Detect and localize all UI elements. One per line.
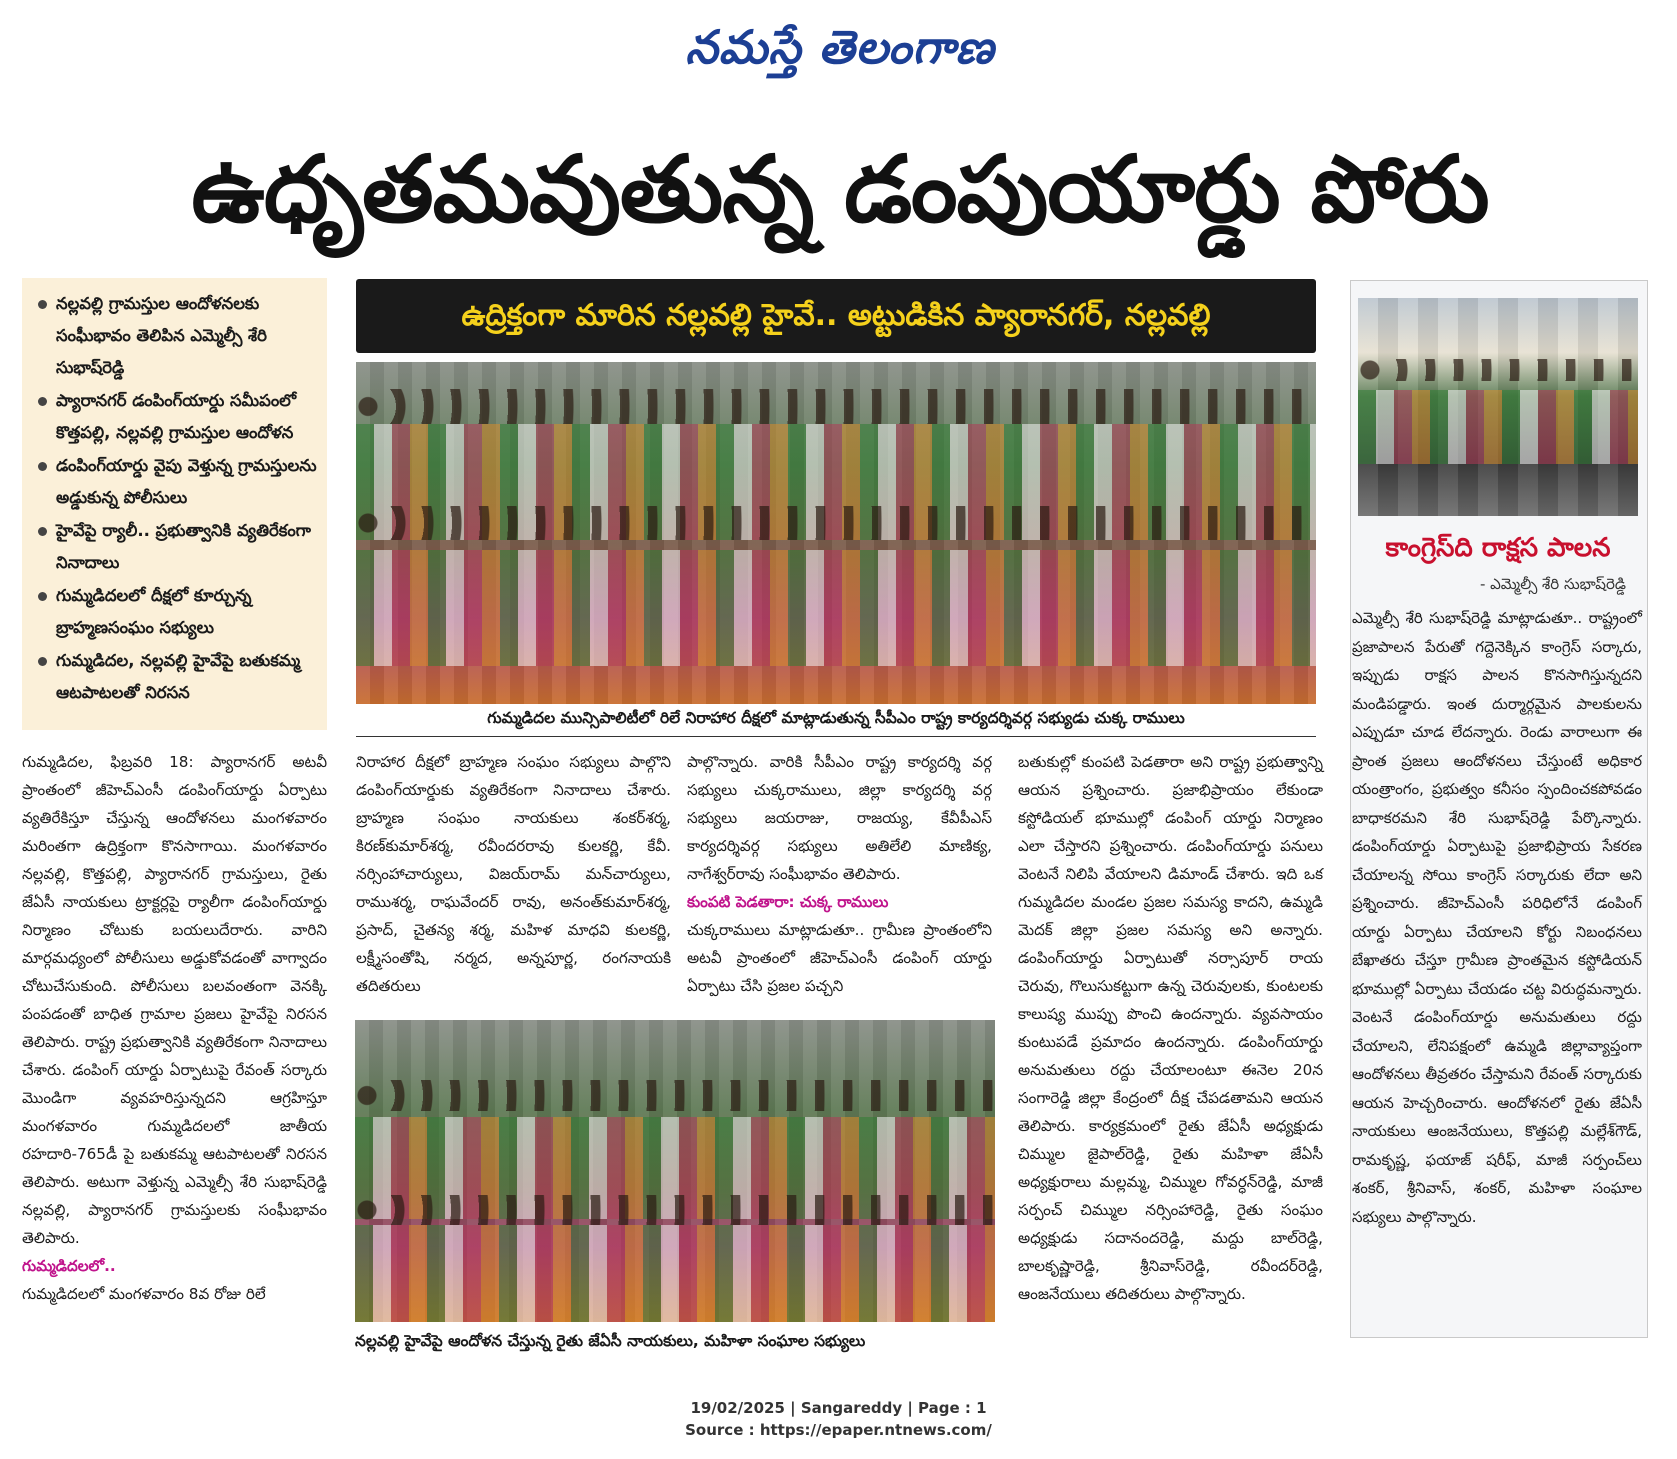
article-subheading: గుమ్మడిదలలో..: [22, 1257, 116, 1275]
protest-photo-main: [356, 362, 1316, 704]
article-paragraph: గుమ్మడిదల, ఫిబ్రవరి 18: ప్యారానగర్ అటవీ ప్రాంతంలో జీహెచ్‌ఎంసీ డంపింగ్‌యార్డు ఏర్పాటు వ్యతిరేకిస్తూ చేస్తున్న ఆందోళనలు మంగళవారం మరింతగా ఉద్రిక్తంగా కొనసాగాయి. మంగళవారం నల్లవల్లి, కొత్తపల్లి, ప్యారానగర్ గ్రామస్తులు, రైతు జేఏసీ నాయకులు ట్రాక్టర్లపై ర్యాలీగా డంపింగ్‌యార్డు నిర్మాణం చోటుకు బయలుదేరారు. వారిని మార్గమధ్యంలో పోలీసులు అడ్డుకోవడంతో వాగ్వాదం చోటుచేసుకుంది. పోలీసులు బలవంతంగా వెనక్కి పంపడంతో బాధిత గ్రామాల ప్రజలు హైవేపై నిరసన తెలిపారు. రాష్ట్ర ప్రభుత్వానికి వ్యతిరేకంగా నినాదాలు చేశారు. డంపింగ్ యార్డు ఏర్పాటుపై రేవంత్ సర్కారు మొండిగా వ్యవహరిస్తున్నదని ఆగ్రహిస్తూ మంగళవారం గుమ్మడిదలలో జాతీయ రహదారి-765డీ పై బతుకమ్మ ఆటపాటలతో నిరసన తెలిపారు. అటుగా వెళ్తున్న ఎమ్మెల్సీ శేరి సుభాష్‌రెడ్డి నల్లవల్లి, ప్యారానగర్ గ్రామస్తులకు సంఘీభావం తెలిపారు.: [22, 753, 327, 1247]
highlight-item: ప్యారానగర్ డంపింగ్‌యార్డు సమీపంలో కొత్తపల్లి, నల్లవల్లి గ్రామస్తుల ఆందోళన: [32, 385, 317, 449]
protest-photo-highway: [355, 1020, 995, 1322]
highlights-box: [22, 278, 327, 730]
article-paragraph: గుమ్మడిదలలో మంగళవారం 8వ రోజు రిలే: [22, 1285, 266, 1303]
mlc-photo: [1358, 298, 1638, 516]
footer-source: Source : https://epaper.ntnews.com/: [685, 1421, 992, 1439]
article-column-4: [1018, 748, 1323, 1308]
highlight-item: హైవేపై ర్యాలీ.. ప్రభుత్వానికి వ్యతిరేకంగా నినాదాలు: [32, 515, 317, 579]
masthead-logo: నమస్తే తెలంగాణ: [685, 20, 995, 74]
highlights-list: [32, 288, 317, 709]
page-footer: [0, 1397, 1677, 1441]
article-column-1: [22, 748, 327, 1308]
footer-date-edition: 19/02/2025 | Sangareddy | Page : 1: [690, 1399, 987, 1417]
headline: ఉధృతమవుతున్న డంపుయార్డు పోరు: [191, 136, 1489, 243]
sidebar-title: కాంగ్రెస్‌ది రాక్షస పాలన: [1385, 533, 1611, 563]
sidebar-attribution: - ఎమ్మెల్సీ శేరి సుభాష్‌రెడ్డి: [1479, 575, 1626, 593]
photo-caption-highway: నల్లవల్లి హైవేపై ఆందోళన చేస్తున్న రైతు జేఏసీ నాయకులు, మహిళా సంఘాల సభ్యులు: [355, 1332, 866, 1350]
subheadline-banner: ఉద్రిక్తంగా మారిన నల్లవల్లి హైవే.. అట్టుడికిన ప్యారానగర్, నల్లవల్లి: [356, 279, 1316, 353]
article-paragraph: బతుకుల్లో కుంపటి పెడతారా అని రాష్ట్ర ప్రభుత్వాన్ని ఆయన ప్రశ్నించారు. ప్రజాభిప్రాయం లేకుండా కస్టోడియల్ భూముల్లో డంపింగ్ యార్డు నిర్మాణం ఎలా చేస్తారని ప్రశ్నించారు. డంపింగ్‌యార్డు పనులు వెంటనే నిలిపి వేయాలని డిమాండ్ చేశారు. ఇది ఒక గుమ్మడిదల మండల ప్రజల సమస్య కాదని, ఉమ్మడి మెదక్ జిల్లా ప్రజల సమస్య అని అన్నారు. డంపింగ్‌యార్డు ఏర్పాటుతో నర్సాపూర్ రాయ చెరువు, గొలుసుకట్టుగా ఉన్న చెరువులకు, కుంటలకు కాలుష్య ముప్పు పొంచి ఉందన్నారు. వ్యవసాయం కుంటుపడే ప్రమాదం ఉందన్నారు. డంపింగ్‌యార్డు అనుమతులు రద్దు చేయాలంటూ ఈనెల 20న సంగారెడ్డి జిల్లా కేంద్రంలో దీక్ష చేపడతామని ఆయన తెలిపారు. కార్యక్రమంలో రైతు జేఏసీ అధ్యక్షుడు చిమ్ముల జైపాల్‌రెడ్డి, రైతు మహిళా జేఏసీ అధ్యక్షురాలు మల్లమ్మ, చిమ్ముల గోవర్ధన్‌రెడ్డి, మాజీ సర్పంచ్ చిమ్ముల నర్సింహారెడ్డి, రైతు సంఘం అధ్యక్షుడు సదానందరెడ్డి, మద్దు బాల్‌రెడ్డి, బాలకృష్ణారెడ్డి, శ్రీనివాస్‌రెడ్డి, రవీందర్‌రెడ్డి, ఆంజనేయులు తదితరులు పాల్గొన్నారు.: [1018, 753, 1323, 1303]
sidebar-body: [1352, 604, 1642, 1231]
article-column-2: [356, 748, 671, 1000]
highlight-item: గుమ్మడిదలలో దీక్షలో కూర్చున్న బ్రాహ్మణసంఘం సభ్యులు: [32, 580, 317, 644]
article-paragraph: నిరాహార దీక్షలో బ్రాహ్మణ సంఘం సభ్యులు పాల్గొని డంపింగ్‌యార్డుకు వ్యతిరేకంగా నినాదాలు చేశారు. బ్రాహ్మణ సంఘం నాయకులు శంకర్‌శర్మ, కిరణ్‌కుమార్‌శర్మ, రవీందరరావు కులకర్ణి, కేవీ. నర్సింహాచార్యులు, విజయ్‌రామ్ మన్‌చార్యులు, రాముశర్మ, రాఘవేందర్ రావు, అనంత్‌కుమార్‌శర్మ, ప్రసాద్, చైతన్య శర్మ, మహిళ మాధవి కులకర్ణి, లక్ష్మీసంతోషి, నర్మద, అన్నపూర్ణ, రంగనాయకి తదితరులు: [356, 753, 671, 995]
sidebar-paragraph: ఎమ్మెల్సీ శేరి సుభాష్‌రెడ్డి మాట్లాడుతూ.. రాష్ట్రంలో ప్రజాపాలన పేరుతో గద్దెనెక్కిన కాంగ్రెస్ సర్కారు, ఇప్పుడు రాక్షస పాలన కొనసాగిస్తున్నదని మండిపడ్డారు. ఇంత దుర్మార్గమైన పాలకులను ఎప్పుడూ చూడ లేదన్నారు. రెండు వారాలుగా ఈ ప్రాంత ప్రజలు ఆందోళనలు చేస్తుంటే అధికార యంత్రాంగం, ప్రభుత్వం కనీసం స్పందించకపోవడం బాధాకరమని శేరి సుభాష్‌రెడ్డి పేర్కొన్నారు. డంపింగ్‌యార్డు ఏర్పాటుపై ప్రజాభిప్రాయ సేకరణ చేయాలన్న సోయి కాంగ్రెస్ సర్కారుకు లేదా అని ప్రశ్నించారు. జీహెచ్‌ఎంసీ పరిధిలోనే డంపింగ్ యార్డు ఏర్పాటు చేయాలని కోర్టు నిబంధనలు బేఖాతరు చేస్తూ గ్రామీణ ప్రాంతమైన కస్టోడియన్ భూముల్లో ఏర్పాటు చేయడం చట్ట విరుద్ధమన్నారు. వెంటనే డంపింగ్‌యార్డు అనుమతులు రద్దు చేయాలని, లేనిపక్షంలో ఉమ్మడి జిల్లావ్యాప్తంగా ఆందోళనలు తీవ్రతరం చేస్తామని రేవంత్ సర్కారుకు ఆయన హెచ్చరించారు. ఆందోళనలో రైతు జేఏసీ నాయకులు ఆంజనేయులు, కొత్తపల్లి మల్లేశ్‌గౌడ్, రామకృష్ణ, ఫయాజ్ షరీఫ్, మాజీ సర్పంచ్‌లు శంకర్, శ్రీనివాస్, శంకర్, మహిళా సంఘాల సభ్యులు పాల్గొన్నారు.: [1352, 609, 1642, 1226]
highlight-item: నల్లవల్లి గ్రామస్తుల ఆందోళనలకు సంఘీభావం తెలిపిన ఎమ్మెల్సీ శేరి సుభాష్‌రెడ్డి: [32, 288, 317, 384]
article-paragraph: చుక్కరాములు మాట్లాడుతూ.. గ్రామీణ ప్రాంతంలోని అటవీ ప్రాంతంలో జీహెచ్‌ఎంసీ డంపింగ్ యార్డు ఏర్పాటు చేసి ప్రజల పచ్చని: [687, 921, 992, 995]
highlight-item: గుమ్మడిదల, నల్లవల్లి హైవేపై బతుకమ్మ ఆటపాటలతో నిరసన: [32, 645, 317, 709]
photo-caption-main: గుమ్మడిదల మున్సిపాలిటీలో రిలే నిరాహార దీక్షలో మాట్లాడుతున్న సీపీఎం రాష్ట్ర కార్యదర్శివర్గ సభ్యుడు చుక్క రాములు: [356, 706, 1316, 737]
highlight-item: డంపింగ్‌యార్డు వైపు వెళ్తున్న గ్రామస్తులను అడ్డుకున్న పోలీసులు: [32, 450, 317, 514]
article-paragraph: పాల్గొన్నారు. వారికి సీపీఎం రాష్ట్ర కార్యదర్శి వర్గ సభ్యులు చుక్కరాములు, జిల్లా కార్యదర్శి వర్గ సభ్యులు జయరాజు, రాజయ్య, కేవీపీఎస్ కార్యదర్శివర్గ సభ్యులు అతిలేలి మాణిక్య, నాగేశ్వర్‌రావు సంఘీభావం తెలిపారు.: [687, 753, 992, 883]
article-subheading: కుంపటి పెడతారా: చుక్క రాములు: [687, 893, 889, 911]
article-column-3: [687, 748, 992, 1000]
